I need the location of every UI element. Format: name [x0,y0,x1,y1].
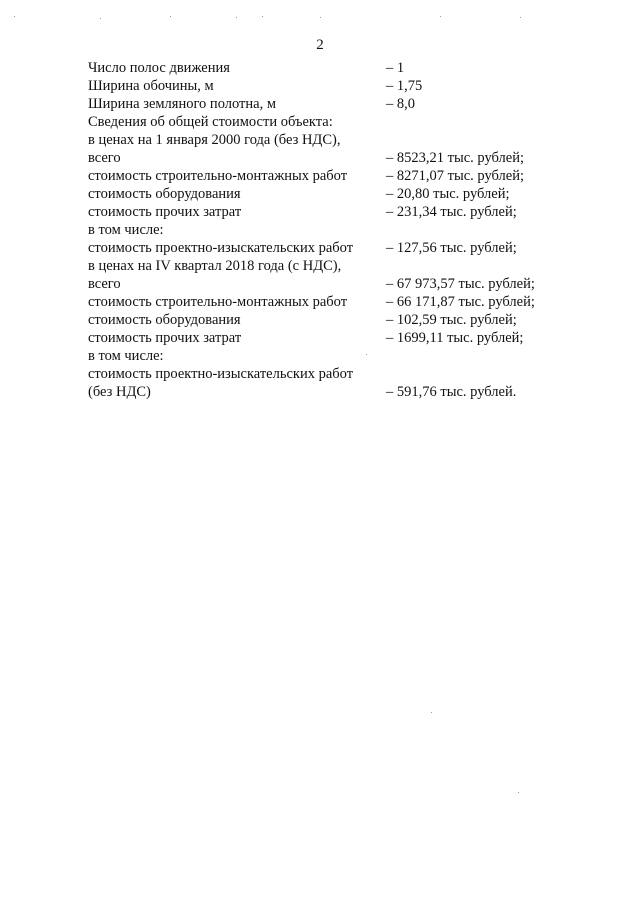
row-equipment-2018 [88,311,548,329]
row-shoulder-width [88,77,548,95]
row-total-2018 [88,275,548,293]
row-label: в ценах на IV квартал 2018 года (с НДС), [88,258,342,274]
row-cost-heading [88,113,548,131]
row-value [386,347,548,365]
scan-speck [170,16,171,17]
scan-speck [440,16,441,17]
row-lane-count [88,59,548,77]
row-value: – 8271,07 тыс. рублей; [386,168,524,184]
row-value [386,131,548,149]
row-including-2000 [88,221,548,239]
scan-speck [520,17,521,18]
row-design-survey-2018-no-vat [88,383,548,401]
row-label: (без НДС) [88,384,151,400]
row-label: стоимость оборудования [88,312,241,328]
scan-speck [100,18,101,19]
row-label: Число полос движения [88,60,230,76]
row-label: в том числе: [88,222,164,238]
row-label: стоимость прочих затрат [88,330,242,346]
row-other-costs-2018 [88,329,548,347]
row-design-survey-2000 [88,239,548,257]
row-label: Ширина земляного полотна, м [88,96,277,112]
row-design-survey-2018 [88,365,548,383]
row-label: стоимость строительно-монтажных работ [88,294,348,310]
row-label: в ценах на 1 января 2000 года (без НДС), [88,132,341,148]
row-value: – 127,56 тыс. рублей; [386,240,517,256]
row-construction-2018 [88,293,548,311]
row-construction-2000 [88,167,548,185]
row-value: – 20,80 тыс. рублей; [386,186,510,202]
row-value: – 1699,11 тыс. рублей; [386,330,524,346]
scan-speck [14,16,15,17]
row-roadbed-width [88,95,548,113]
page-number: 2 [316,37,324,53]
row-label: стоимость проектно-изыскательских работ [88,366,354,382]
scan-speck [431,712,432,713]
row-label: стоимость проектно-изыскательских работ [88,240,354,256]
scan-speck [366,354,367,355]
row-value [386,221,548,239]
row-value: – 1 [386,60,405,76]
cost-details-list [88,59,548,401]
row-value: – 8,0 [386,96,415,112]
row-value: – 231,34 тыс. рублей; [386,204,517,220]
row-label: Ширина обочины, м [88,78,214,94]
row-value: – 102,59 тыс. рублей; [386,312,517,328]
scan-speck [518,792,519,793]
scan-speck [320,17,321,18]
row-label: в том числе: [88,348,164,364]
row-label: стоимость прочих затрат [88,204,242,220]
row-total-2000 [88,149,548,167]
scan-speck [236,17,237,18]
row-value: – 66 171,87 тыс. рублей; [386,294,535,310]
row-value [386,113,548,131]
row-including-2018 [88,347,548,365]
row-label: стоимость оборудования [88,186,241,202]
row-value: – 591,76 тыс. рублей. [386,384,517,400]
row-value: – 8523,21 тыс. рублей; [386,150,524,166]
row-value: – 67 973,57 тыс. рублей; [386,276,535,292]
row-label: всего [88,150,121,166]
row-label: стоимость строительно-монтажных работ [88,168,348,184]
row-other-costs-2000 [88,203,548,221]
row-equipment-2000 [88,185,548,203]
row-value [386,365,548,383]
row-label: Сведения об общей стоимости объекта: [88,114,333,130]
row-value: – 1,75 [386,78,423,94]
row-prices-2000-heading [88,131,548,149]
scan-speck [262,16,263,17]
row-label: всего [88,276,121,292]
row-value [386,257,548,275]
row-prices-2018-heading [88,257,548,275]
